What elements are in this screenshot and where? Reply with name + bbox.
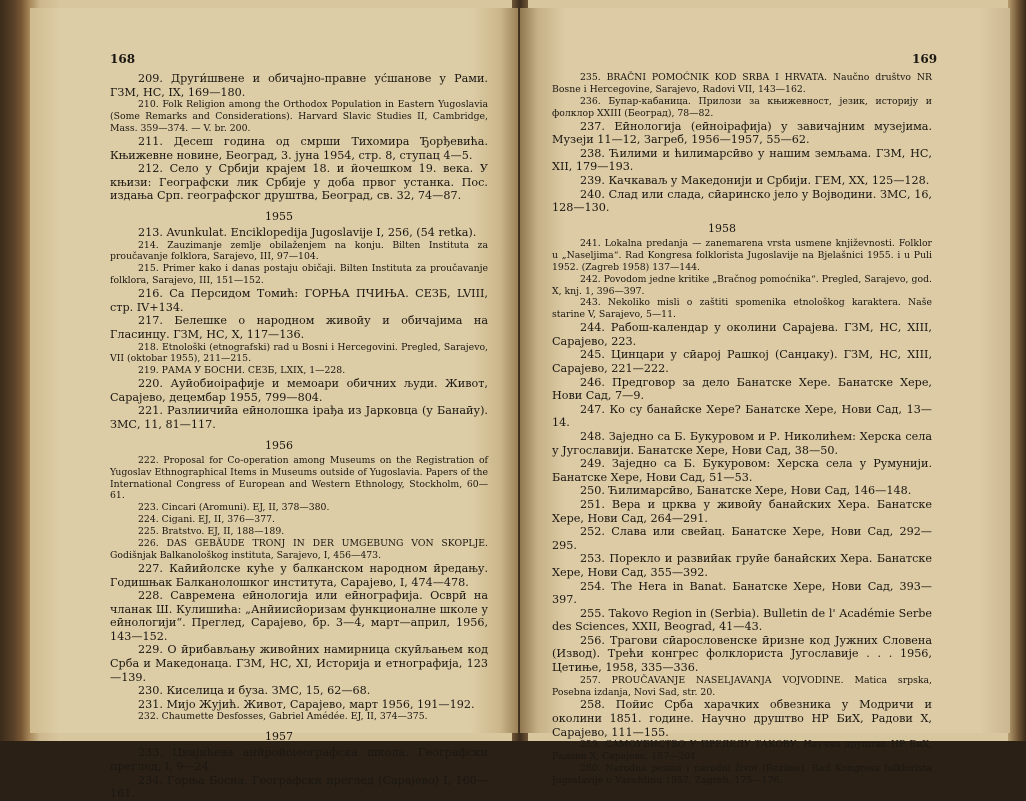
bibliography-entry: 222. Proposal for Co-operation among Museums on the Registration of Yugoslav Ethnographical Items in Museums outside of Yugoslavia. Papers of the International Congress of European and Western Ethnology, Stockholm, 60—61. [110,454,488,502]
bibliography-entry: 257. PROUČAVANJE NASELJAVANJA VOJVODINE. Matica srpska, Posebna izdanja, Novi Sad, str. 20. [552,674,932,698]
year-heading: 1957 [265,730,293,744]
bibliography-entry: 258. Пойис Срба харачких обвезника у Модричи и околини 1851. године. Научно друштво НР БиХ, Радови X, Сарајево, 111—155. [552,698,932,739]
bibliography-entry: 243. Nekoliko misli o zaštiti spomenika etnološkog karaktera. Naše starine V, Sarajevo, 5—11. [552,297,932,321]
bibliography-entry: 232. Chaumette Desfosses, Gabriel Amédée. EJ, II, 374—375. [138,711,428,723]
bibliography-entry: 238. Ћилими и ћилимарсӣво у нашим земљама. ГЗМ, НС, XII, 179—193. [552,146,932,174]
bibliography-entry: 213. Avunkulat. Enciklopedija Jugoslavije I, 256, (54 retka). [138,225,477,239]
bibliography-entry: 253. Пореклo и развиӣак груӣе банаӣских Хера. Банатске Хере, Нови Сад, 355—392. [552,552,932,579]
book-right-edge [1008,0,1026,741]
bibliography-entry: 239. Качкаваљ у Македонији и Србији. ГЕМ, XX, 125—128. [580,174,930,187]
bibliography-entry: 235. BRAČNI POMOĆNIK KOD SRBA I HRVATA. Naučno društvo NR Bosne i Hercegovine, Sarajevo, Radovi VII, 143—162. [552,72,932,95]
bibliography-entry: 229. О ӣрибављању живоӣних намирница скуӣљањем код Срба и Македонаца. ГЗМ, НС, XI, Историја и етнографија, 123—139. [110,643,488,684]
bibliography-entry: 214. Zauzimanje zemlje obilaženjem na konju. Bilten Instituta za proučavanje folklora, Sarajevo, III, 97—104. [110,239,488,263]
bibliography-entry: 211. Десеш година од смрши Тихомира Ђорђевића. Књижевне новине, Београд, 3. јуна 1954, стр. 8, ступац 4—5. [110,134,488,162]
bibliography-entry: 215. Primer kako i danas postaju običaji. Bilten Instituta za proučavanje folklora, Sarajevo, III, 151—152. [110,263,488,287]
bibliography-entry: 241. Lokalna predanja — zanemarena vrsta usmene književnosti. Folklor u „Naseljima“. Rad Kongresa folklorista Jugoslavije na Bjelašnici 1955. i u Puli 1952. (Zagreb 1958) 137—144. [552,237,932,273]
bibliography-entry: 248. Заједно са Б. Букуровом и Р. Николићем: Херска села у Југославији. Банатске Хере, Нови Сад, 38—50. [552,429,932,457]
year-heading: 1956 [265,438,293,452]
bibliography-entry: 223. Cincari (Aromuni). EJ, II, 378—380. [138,502,330,514]
bibliography-entry: 216. Са Персидом Томић: ГОРЊА ПЧИЊА. СЕЗБ, LVIII, стр. IV+134. [110,287,488,314]
bibliography-entry: 260. Narodna pesma i narodni život (Rezime). Rad Kongresa folklorista Jugoslavije u Varaždinu 1957, Zagreb, 175—176. [552,763,932,786]
bibliography-entry: 247. Ко су банаӣске Хере? Банатске Хере, Нови Сад, 13—14. [552,402,932,430]
bibliography-entry: 244. Рабош-календар у околини Сарајева. ГЗМ, НС, XIII, Сарајево, 223. [552,321,932,348]
bibliography-entry: 237. Еӣнологија (еӣноірафија) у завичајним музејима. Музеји 11—12, Загреб, 1956—1957, 55—62. [552,119,932,147]
year-heading: 1955 [265,209,293,223]
bibliography-entry: 246. Предговор за дело Банатске Хере. Банатске Хере, Нови Сад, 7—9. [552,375,932,403]
bibliography-entry: 245. Цинцари у сӣарој Рашкој (Санџаку). ГЗМ, НС, XIII, Сарајево, 221—222. [552,348,932,375]
bibliography-entry: 221. Разлиичиӣа еӣнолошка ірађа из Јарковца (у Банаӣу). ЗМС, 11, 81—117. [110,404,488,432]
bibliography-entry: 250. Ћилимарсӣво, Банатске Хере, Нови Сад, 146—148. [580,484,912,498]
left-page [30,8,518,801]
bibliography-entry: 219. РАМА У БОСНИ. СЕЗБ, LXIX, 1—228. [138,365,346,377]
bibliography-entry: 230. Киселица и буза. ЗМС, 15, 62—68. [138,684,371,698]
bibliography-entry: 228. Савремена еӣнологија или еӣнографија. Осврӣ на чланак Ш. Кулишића: „Анӣиисӣоризам функционалне школе у еӣнологији“. Преглед, Сарајево, бр. 3—4, март—април, 1956, 143—152. [110,589,488,643]
bibliography-entry: 218. Etnološki (etnografski) rad u Bosni i Hercegovini. Pregled, Sarajevo, VII (oktobar 1955), 211—215. [110,341,488,365]
bibliography-entry: 251. Вера и црква у живоӣу банаӣских Хера. Банатске Хере, Нови Сад, 264—291. [552,497,932,525]
bibliography-entry: 210. Folk Religion among the Orthodox Population in Eastern Yugoslavia (Some Remarks and Considerations). Harvard Slavic Studies II, Cambridge, Mass. 359—374. — V. br. 200. [110,99,488,134]
bibliography-entry: 225. Bratstvo. EJ, II, 188—189. [138,526,285,538]
bibliography-entry: 220. Ауӣобиоірафије и мемоари обичних људи. Живот, Сарајево, децембар 1955, 799—804. [110,377,488,404]
bibliography-entry: 212. Село у Србији крајем 18. и йочешком 19. века. У књизи: Географски лик Србије у доба првог устанка. Пос. издања Срп. географског друштва, Београд, св. 32, 74—87. [110,162,488,203]
bibliography-entry: 236. Бупар-кабаница. Прилози за књижевност, језик, историју и фолклор XXIII (Београд), 78—82. [552,95,932,119]
bibliography-entry: 252. Слава или свеӣац. Банатске Хере, Нови Сад, 292—295. [552,525,932,552]
bibliography-entry: 234. Горња Босна. Географски преглед (Сарајево) I, 160—161. [110,773,488,801]
year-heading: 1958 [708,221,736,235]
bibliography-entry: 240. Слад или слада, сӣаринско јело у Војводини. ЗМС, 16, 128—130. [552,187,932,215]
bibliography-entry: 227. Каӣиӣолске кућe у балканском народном ӣредању. Годишњак Балканолошког института, Сарајево, I, 474—478. [110,561,488,589]
bibliography-entry: 224. Cigani. EJ, II, 376—377. [138,514,275,526]
bibliography-entry: 231. Мијо Жујић. Живот, Сарајево, март 1956, 191—192. [138,697,475,711]
bibliography-entry: 259. САМОУБИСТВО У ПРЕДЕЛУ ТАКОВУ. Научно друштво НР БиХ, Радови X, Сарајево, 157—201. [552,739,932,763]
bibliography-column [110,72,488,801]
bibliography-entry: 256. Трагови сӣаросл‌овенске ӣризне код Јужних Словена (Извод). Трећи конгрес фолклориста Југославије . . . 1956, Цетиње, 1958, 335—336. [552,633,932,675]
bibliography-entry: 217. Белешке о народном живоӣу и обичајима на Гласинцу. ГЗМ, НС, X, 117—136. [110,314,488,341]
bibliography-entry: 233. Цвијићева анӣроӣоіеографска школа. Географски преглед, I, 9—24. [110,746,488,774]
bibliography-column [552,72,932,787]
bibliography-entry: 249. Заједно са Б. Букуровом: Херска села у Румунији. Банатске Хере, Нови Сад, 51—53. [552,457,932,484]
page-number: 168 [110,52,136,66]
bibliography-entry: 255. Takovo Region in (Serbia). Bulletin de l' Académie Serbe des Sciences, XXII, Beograd, 41—43. [552,606,932,634]
bibliography-entry: 242. Povodom jedne kritike „Bračnog pomoćnika“. Pregled, Sarajevo, god. X, knj. 1, 396—397. [552,273,932,297]
page-number: 169 [912,52,938,66]
right-page [520,8,1010,786]
bibliography-entry: 209. Други́швене и обичајно-правне ус́шанове у Рами. ГЗМ, НС, IX, 169—180. [110,72,488,99]
bibliography-entry: 254. The Hera in Banat. Банатске Хере, Нови Сад, 393—397. [552,579,932,607]
bibliography-entry: 226. DAS GEBÄUDE TRONJ IN DER UMGEBUNG VON SKOPLJE. Godišnjak Balkanološkog instituta, Sarajevo, I, 456—473. [110,538,488,561]
